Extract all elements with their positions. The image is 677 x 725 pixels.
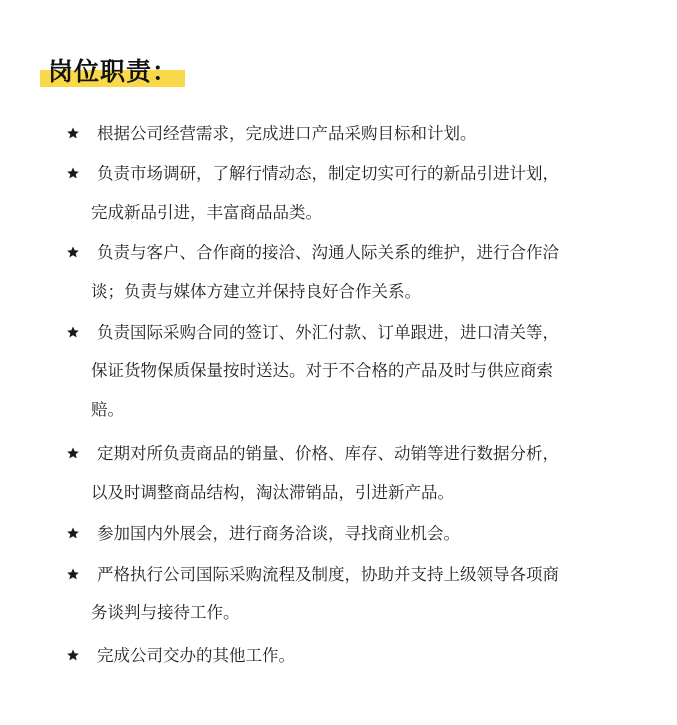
duty-text-line: 严格执行公司国际采购流程及制度，协助并支持上级领导各项商 bbox=[97, 565, 559, 584]
duty-text-line: 保证货物保质保量按时送达。对于不合格的产品及时与供应商索 bbox=[91, 361, 553, 380]
page-title: 岗位职责： bbox=[48, 57, 179, 86]
star-icon bbox=[66, 446, 80, 460]
duty-text-line: 定期对所负责商品的销量、价格、库存、动销等进行数据分析， bbox=[97, 444, 559, 463]
star-icon bbox=[66, 166, 80, 180]
star-icon bbox=[66, 526, 80, 540]
duty-text-line: 完成公司交办的其他工作。 bbox=[97, 646, 295, 665]
duty-text-line: 负责市场调研，了解行情动态，制定切实可行的新品引进计划， bbox=[97, 164, 559, 183]
duty-text-line: 负责国际采购合同的签订、外汇付款、订单跟进，进口清关等， bbox=[97, 323, 559, 342]
star-icon bbox=[66, 648, 80, 662]
star-icon bbox=[66, 567, 80, 581]
duty-text-line: 参加国内外展会，进行商务洽谈，寻找商业机会。 bbox=[97, 524, 460, 543]
duty-text-line: 完成新品引进，丰富商品品类。 bbox=[91, 203, 322, 222]
duty-text-line: 以及时调整商品结构，淘汰滞销品，引进新产品。 bbox=[91, 483, 454, 502]
duty-text-line: 根据公司经营需求，完成进口产品采购目标和计划。 bbox=[97, 124, 477, 143]
title-block bbox=[40, 54, 178, 94]
duty-text-line: 负责与客户、合作商的接洽、沟通人际关系的维护，进行合作洽 bbox=[97, 243, 559, 262]
duty-text-line: 务谈判与接待工作。 bbox=[91, 603, 240, 622]
star-icon bbox=[66, 245, 80, 259]
duty-text-line: 赔。 bbox=[91, 400, 124, 419]
duty-text-line: 谈；负责与媒体方建立并保持良好合作关系。 bbox=[91, 282, 421, 301]
star-icon bbox=[66, 126, 80, 140]
star-icon bbox=[66, 325, 80, 339]
